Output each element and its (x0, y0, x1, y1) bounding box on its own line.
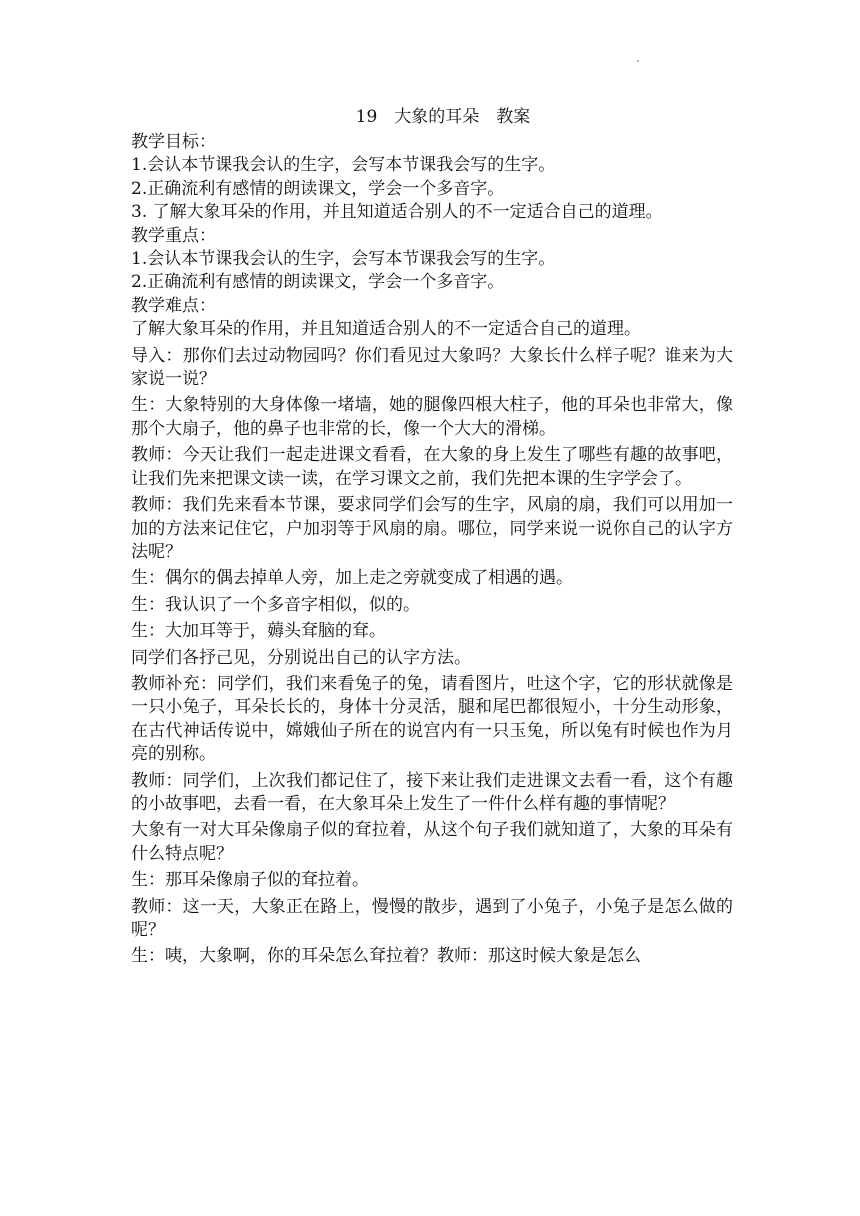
objective-3: 3. 了解大象耳朵的作用，并且知道适合别人的不一定适合自己的道理。 (131, 202, 663, 223)
key-point-1: 1.会认本节课我会认的生字，会写本节课我会写的生字。 (131, 249, 556, 270)
introduction-paragraph: 导入：那你们去过动物园吗？你们看见过大象吗？大象长什么样子呢？谁来为大家说一说？ (131, 345, 733, 390)
teacher-supplement-paragraph: 教师补充：同学们，我们来看兔子的兔，请看图片，吐这个字，它的形状就像是一只小兔子，耳朵长长的，身体十分灵活，腿和尾巴都很短小，十分生动形象，在古代神话传说中，嫦娥仙子所在的说宫内有一只玉兔，所以兔有时候也作为月亮的别称。 (131, 673, 733, 765)
objective-2: 2.正确流利有感情的朗读课文，学会一个多音字。 (131, 178, 505, 199)
lesson-plan-document (131, 104, 733, 969)
document-title: 19 大象的耳朵 教案 (355, 107, 531, 127)
key-point-2: 2.正确流利有感情的朗读课文，学会一个多音字。 (131, 272, 505, 293)
section-heading-difficulties: 教学难点： (131, 295, 216, 316)
objective-1: 1.会认本节课我会认的生字，会写本节课我会写的生字。 (131, 155, 556, 176)
teacher-paragraph: 教师：我们先来看本节课，要求同学们会写的生字，风扇的扇，我们可以用加一加的方法来记住它，户加羽等于风扇的扇。哪位，同学来说一说你自己的认字方法呢？ (131, 495, 733, 562)
teacher-paragraph: 教师：今天让我们一起走进课文看看，在大象的身上发生了哪些有趣的故事吧，让我们先来把课文读一读，在学习课文之前，我们先把本课的生字学会了。 (131, 445, 733, 489)
student-paragraph: 生：我认识了一个多音字相似，似的。 (131, 594, 420, 615)
teacher-paragraph: 教师：同学们，上次我们都记住了，接下来让我们走进课文去看一看，这个有趣的小故事吧，去看一看，在大象耳朵上发生了一件什么样有趣的事情呢？ (131, 770, 733, 814)
summary-paragraph: 同学们各抒己见，分别说出自己的认字方法。 (131, 647, 471, 668)
teacher-paragraph: 教师：这一天，大象正在路上，慢慢的散步，遇到了小兔子，小兔子是怎么做的呢？ (131, 896, 733, 940)
difficulty-text: 了解大象耳朵的作用，并且知道适合别人的不一定适合自己的道理。 (131, 319, 641, 340)
student-paragraph: 生：那耳朵像扇子似的耷拉着。 (131, 870, 369, 891)
student-paragraph: 生：咦，大象啊，你的耳朵怎么耷拉着？教师：那这时候大象是怎么 (131, 946, 641, 967)
section-heading-objectives: 教学目标： (131, 132, 216, 152)
page-mark-dot (637, 60, 639, 62)
student-paragraph: 生：大加耳等于，薅头耷脑的耷。 (131, 621, 386, 642)
student-paragraph: 生：大象特别的大身体像一堵墙，她的腿像四根大柱子，他的耳朵也非常大，像那个大扇子，他的鼻子也非常的长，像一个大大的滑梯。 (131, 395, 733, 439)
student-paragraph: 生：偶尔的偶去掉单人旁，加上走之旁就变成了相遇的遇。 (131, 568, 573, 589)
text-paragraph: 大象有一对大耳朵像扇子似的耷拉着，从这个句子我们就知道了，大象的耳朵有什么特点呢？ (131, 820, 733, 864)
section-heading-key-points: 教学重点： (131, 225, 216, 246)
